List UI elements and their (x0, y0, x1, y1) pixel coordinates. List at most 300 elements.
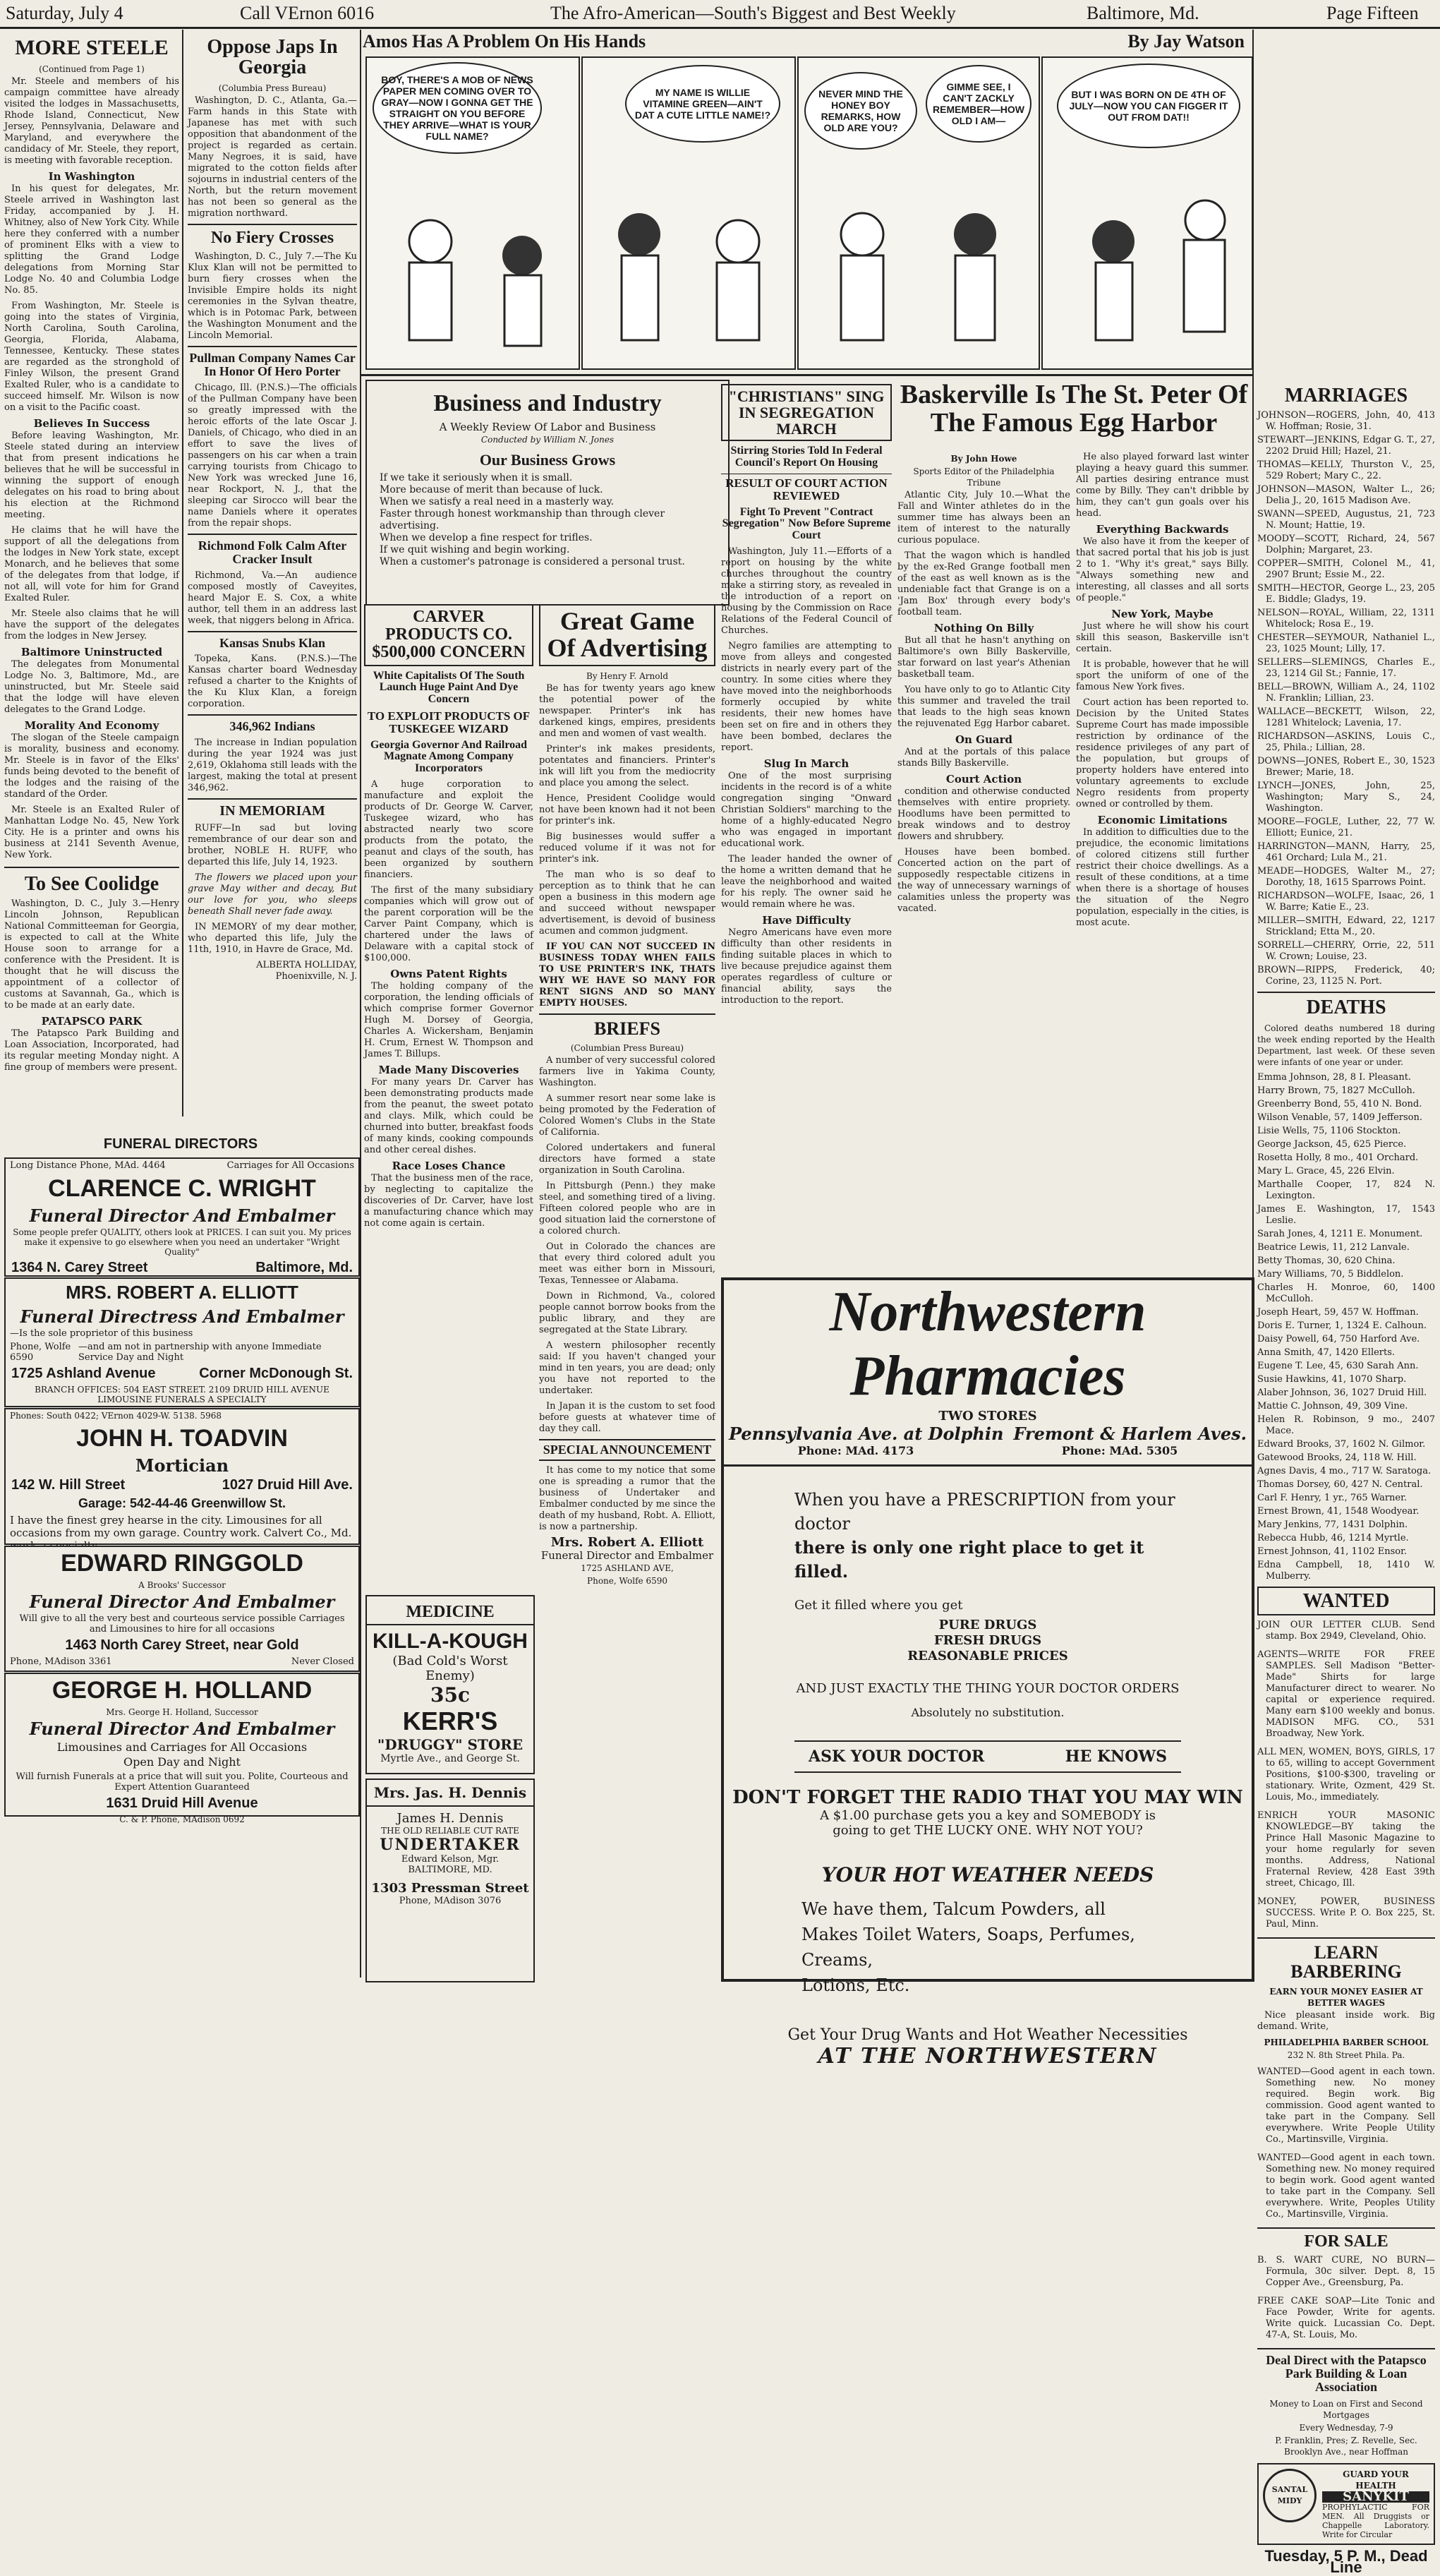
article-title: BRIEFS (539, 1013, 715, 1038)
death-entry: Charles H. Monroe, 60, 1400 McCulloh. (1257, 1282, 1435, 1304)
article-paragraph: The increase in Indian population during the year 1924 was just 2,619, Oklahoma still leads with the largest, making the total at present 346,962. (188, 738, 357, 794)
death-entry: Gatewood Brooks, 24, 118 W. Hill. (1257, 1452, 1417, 1463)
ad-phone: Phone, MAdison 3361 (10, 1656, 112, 1667)
ad-address: 1303 Pressman Street (371, 1881, 529, 1896)
death-entry: Susie Hawkins, 41, 1070 Sharp. (1257, 1373, 1407, 1385)
article-title: Oppose Japs In Georgia (207, 36, 338, 79)
for-sale-list (1257, 2255, 1435, 2341)
ad-text: Makes Toilet Waters, Soaps, Perfumes, Creams, (801, 1925, 1135, 1970)
article-paragraph: Atlantic City, July 10.—What the Fall and Winter athletes do in the summer time has always been an item of interest to the naturally curious populace. (897, 490, 1070, 546)
article-paragraph: Court action has been reported to. Decision by the United States Supreme Court has made impossible restriction by ordinance of the residence privileges of any part of the population, but groups of property holders have entered into voluntary agreements to exclude Negro residents from property owned or controlled by them. (1076, 697, 1249, 809)
business-line: When a customer's patronage is considered a personal trust. (380, 555, 685, 567)
death-entry: Daisy Powell, 64, 750 Harford Ave. (1257, 1333, 1420, 1344)
ad-text: —and am not in partnership with anyone Immediate Service Day and Night (78, 1342, 322, 1363)
dennis-undertaker-ad (365, 1778, 535, 1982)
funeral-ad-elliott (4, 1277, 360, 1407)
business-line: When we develop a fine respect for trifles. (380, 531, 593, 543)
article-paragraph: The first of the many subsidiary companies which will grow out of the parent corporation will be the Carver Paint Company, which is chartered under the laws of Delaware with a capital stock of $100,000. (364, 885, 533, 964)
business-line: When we satisfy a real need in a masterly way. (380, 495, 615, 507)
ad-footer: Get Your Drug Wants and Hot Weather Necessities (787, 2026, 1188, 2044)
ad-feature: REASONABLE PRICES (907, 1649, 1068, 1663)
ad-text: I have the finest grey hearse in the city. Limousines for all occasions from my own garage. Country work. Calvert Co., Md. (10, 1514, 352, 1539)
marriage-entry: JOHNSON—MASON, Walter L., 26; Delia J., 20, 1615 Madison Ave. (1257, 484, 1435, 507)
funeral-ad-holland (4, 1673, 360, 1824)
ad-text: Will furnish Funerals at a price that will suit you. Polite, Courteous and Expert Attention Guaranteed (16, 1771, 349, 1793)
article-paragraph: Negro Americans have even more difficulty than other residents in finding suitable places in which to live because prejudice against them operates regardless of culture or financial ability, says the introduction to the report. (721, 927, 892, 1006)
brief-item: Down in Richmond, Va., colored people cannot borrow books from the public library, and they are segregated at the State Library. (539, 1290, 715, 1335)
subhead: Economic Limitations (1097, 814, 1228, 826)
medicine-ad (365, 1595, 535, 1774)
article-paragraph: Mr. Steele also claims that he will have the support of the delegates from the lodges in New Jersey. (4, 608, 179, 642)
ad-address: Corner McDonough St. (199, 1366, 353, 1381)
header-masthead: The Afro-American—South's Biggest and Best Weekly (550, 3, 956, 23)
speech-bubble: BOY, THERE'S A MOB OF NEWS PAPER MEN COMING OVER TO GRAY—NOW I GONNA GET THE STRAIGHT ON YOU BEFORE THEY ARRIVE—WHAT IS YOUR FULL NAME? (373, 62, 542, 154)
comic-panel-2 (581, 56, 796, 370)
ad-phone: Long Distance Phone, MAd. 4464 (10, 1160, 166, 1171)
ad-title: Mrs. Jas. H. Dennis (367, 1780, 533, 1807)
business-line: Faster through honest workmanship than through clever advertising. (380, 507, 665, 531)
ad-address: Garage: 542-44-46 Greenwillow St. (78, 1496, 286, 1510)
death-entry: Sarah Jones, 4, 1211 E. Monument. (1257, 1228, 1423, 1239)
deck-line: TO EXPLOIT PRODUCTS OF TUSKEGEE WIZARD (367, 709, 531, 735)
ad-text: Absolutely no substitution. (911, 1706, 1065, 1719)
ad-text: Never Closed (291, 1656, 354, 1667)
wanted-ad: WANTED—Good agent in each town. Something new. No money required. Begin work. Big commission. Good agent wanted to take part in the Company. Sell everywhere. Write People Utility Co., Martinsville, Virginia. (1257, 2066, 1435, 2145)
memoriam-paragraph: RUFF—In sad but loving remembrance of our dear son and brother, NOBLE H. RUFF, who departed this life, July 14, 1923. (188, 823, 357, 868)
wanted-ad: WANTED—Good agent in each town. Something new. No money required to begin work. Good agent wanted to take part in the Company. Sell everywhere. Write, Peoples Utility Co., Martinsville, Virginia. (1257, 2152, 1435, 2220)
marriage-entry: SORRELL—CHERRY, Orrie, 22, 511 W. Crown; Louise, 23. (1257, 940, 1435, 963)
comic-figure (1043, 58, 1252, 368)
article-paragraph: One of the most surprising incidents in the record is of a white congregation singing "Onward Christian Soldiers" marching to the home of a highly-educated Negro who was engaged in important educational work. (721, 770, 892, 849)
section-title: FUNERAL DIRECTORS (103, 1136, 258, 1152)
ad-role: Funeral Director And Embalmer (29, 1719, 335, 1739)
marriage-entry: LYNCH—JONES, John, 25, Washington; Mary S., 24, Washington. (1257, 781, 1435, 814)
page-header (0, 0, 1440, 29)
section-title: FOR SALE (1257, 2227, 1435, 2251)
death-entry: Wilson Venable, 57, 1409 Jefferson. (1257, 1112, 1422, 1123)
ad-text: We have them, Talcum Powders, all (801, 1899, 1106, 1919)
subhead: On Guard (955, 733, 1013, 746)
ad-phone: Phone: MAd. 4173 (797, 1444, 914, 1457)
ad-headline: DON'T FORGET THE RADIO THAT YOU MAY WIN (732, 1787, 1243, 1808)
section-title: MARRIAGES (1284, 385, 1408, 407)
article-paragraph: Topeka, Kans. (P.N.S.)—The Kansas charter board Wednesday refused a charter to the Knights of the Ku Klux Klan, a foreign corporation. (188, 654, 357, 710)
memoriam-paragraph: IN MEMORY of my dear mother, who departed this life, July the 11th, 1910, in Havre de Grace, Md. (188, 922, 357, 956)
article-title: 346,962 Indians (188, 714, 357, 733)
ad-name: GEORGE H. HOLLAND (52, 1677, 313, 1704)
health-brand: SANYKIT (1322, 2491, 1429, 2503)
wanted-ad: JOIN OUR LETTER CLUB. Send stamp. Box 2949, Cleveland, Ohio. (1257, 1620, 1435, 1642)
subhead: Owns Patent Rights (390, 968, 507, 981)
article-title: Great Game Of Advertising (539, 604, 715, 666)
article-title: Kansas Snubs Klan (188, 631, 357, 650)
brief-item: A western philosopher recently said: If you haven't changed your mind in ten years, you are dead; only you have not reported to the undertaker. (539, 1340, 715, 1396)
marriage-entry: MOODY—SCOTT, Richard, 24, 567 Dolphin; Margaret, 23. (1257, 534, 1435, 556)
column-classifieds (1257, 381, 1435, 2576)
marriage-entry: DOWNS—JONES, Robert E., 30, 1523 Brewer; Marie, 18. (1257, 756, 1435, 778)
health-badge: SANTAL MIDY (1263, 2469, 1317, 2522)
article-title: Richmond Folk Calm After Cracker Insult (188, 534, 357, 566)
marriage-entry: STEWART—JENKINS, Edgar G. T., 27, 2202 Druid Hill; Hazel, 21. (1257, 435, 1435, 457)
ad-text: —Is the sole proprietor of this business (10, 1328, 193, 1339)
ad-text: Some people prefer QUALITY, others look at PRICES. I can suit you. My prices make it expensive to go elsewhere when you need an undertaker "Wright Quality" (13, 1227, 351, 1257)
ad-text: ASK YOUR DOCTOR (809, 1747, 985, 1766)
deck-line: Stirring Stories Told In Federal Council's Report On Housing (730, 445, 883, 469)
wanted-agents-list (1257, 2066, 1435, 2220)
article-paragraph: That the wagon which is handled by the ex-Red Grange football men of the east as well known as is the undeniable fact that Grange is on a 'Jam Box' through every body's football team. (897, 550, 1070, 618)
ad-title: MEDICINE (367, 1601, 533, 1625)
article-title: MORE STEELE (15, 36, 169, 59)
ad-address: 1725 Ashland Avenue (11, 1366, 156, 1381)
ad-footer: AT THE NORTHWESTERN (818, 2044, 1158, 2069)
article-paragraph: Washington, D. C., Atlanta, Ga.—Farm hands in this State with Japanese has met with such opposition that abandonment of the project is regarded as certain. Many Negroes, it is said, have migrated to the cotton fields after sojourns in industrial centers of the North, but the return movement has not been so general as the migration northward. (188, 95, 357, 219)
ad-text: A Brooks' Successor (138, 1580, 226, 1590)
article-paragraph: The man who is so deaf to perception as to think that he can open a business in this modern age and succeed without newspaper advertisement, is devoid of business acumen and common judgment. (539, 869, 715, 937)
subhead: Slug In March (763, 757, 849, 770)
speech-bubble: MY NAME IS WILLIE VITAMINE GREEN—AIN'T DAT A CUTE LITTLE NAME!? (625, 65, 780, 143)
source-line: (Columbia Press Bureau) (218, 83, 327, 93)
ad-address: 1364 N. Carey Street (11, 1260, 148, 1275)
article-paragraph: For many years Dr. Carver has been demonstrating products made from the peanut, the sweet potato and clays. Milk, which could be churned into butter, breakfast foods of many kinds, cooking compounds and other cereal dishes. (364, 1077, 533, 1156)
article-paragraph: We also have it from the keeper of that sacred portal that his job is just 2 to 1. "Why it's great," says Billy. "Always something new and interesting, all classes and all sorts of people." (1076, 536, 1249, 603)
ad-text: Mrs. George H. Holland, Successor (106, 1707, 258, 1717)
marriage-entry: MEADE—HODGES, Walter M., 27; Dorothy, 18, 1615 Sparrows Point. (1257, 866, 1435, 889)
column-advertising (539, 600, 715, 1976)
subhead: New York, Maybe (1111, 608, 1214, 620)
ad-text: Nice pleasant inside work. Big demand. Write, (1257, 2009, 1435, 2032)
ad-stores: TWO STORES (938, 1409, 1037, 1424)
article-paragraph: The slogan of the Steele campaign is morality, business and economy. Mr. Steele is in favor of the Elks' funds being devoted to the benefit of the lodges and the raising of the standard of the Order. (4, 732, 179, 800)
ad-city: BALTIMORE, MD. (408, 1865, 492, 1875)
subhead: Morality And Economy (24, 718, 159, 732)
ad-tagline: (Bad Cold's Worst Enemy) (392, 1654, 508, 1684)
ad-role: Funeral Director And Embalmer (29, 1205, 335, 1226)
ad-text: there is only one right place to get it filled. (794, 1537, 1144, 1582)
article-title: No Fiery Crosses (188, 224, 357, 247)
ad-location: Pennsylvania Ave. at Dolphin (728, 1424, 1004, 1444)
memoriam-signature: ALBERTA HOLLIDAY, Phoenixville, N. J. (256, 960, 357, 982)
column-news-briefs (188, 32, 357, 1197)
death-entry: Harry Brown, 75, 1827 McCulloh. (1257, 1085, 1415, 1096)
death-entry: Agnes Davis, 4 mo., 717 W. Saratoga. (1257, 1465, 1432, 1476)
health-ad (1257, 2463, 1435, 2545)
ad-phone: Phone: MAd. 5305 (1061, 1444, 1178, 1457)
comic-panel-3 (797, 56, 1040, 370)
ad-sub: EARN YOUR MONEY EASIER AT BETTER WAGES (1269, 1986, 1423, 2008)
death-entry: Anna Smith, 47, 1420 Ellerts. (1257, 1347, 1396, 1358)
article-title: Baskerville Is The St. Peter Of The Famous Egg Harbor (900, 380, 1248, 438)
ad-title: Northwestern Pharmacies (829, 1281, 1146, 1407)
section-title: Business and Industry (433, 390, 662, 416)
death-entry: Ernest Brown, 41, 1548 Woodyear. (1257, 1505, 1420, 1517)
article-title: Pullman Company Names Car In Honor Of Hero Porter (188, 346, 357, 378)
business-line: If we take it seriously when it is small. (380, 471, 573, 483)
for-sale-ad: B. S. WART CURE, NO BURN—Formula, 30c silver. Dept. 8, 15 Copper Ave., Greensburg, Pa. (1257, 2254, 1435, 2288)
ad-text: Lotions, Etc. (801, 1975, 910, 1995)
brief-item: A number of very successful colored farmers live in Yakima County, Washington. (539, 1054, 715, 1088)
marriage-entry: HARRINGTON—MANN, Harry, 25, 461 Orchard; Lula M., 21. (1257, 841, 1435, 864)
marriage-entry: CHESTER—SEYMOUR, Nathaniel L., 23, 1025 Mount; Lilly, 17. (1257, 632, 1435, 655)
funeral-ad-wright (4, 1157, 360, 1277)
wanted-list (1257, 1620, 1435, 1930)
subhead: Nothing On Billy (933, 622, 1034, 634)
death-entry: Eugene T. Lee, 45, 630 Sarah Ann. (1257, 1360, 1419, 1371)
ad-name: CLARENCE C. WRIGHT (48, 1175, 316, 1202)
speech-bubble: NEVER MIND THE HONEY BOY REMARKS, HOW OLD ARE YOU? (804, 72, 917, 150)
for-sale-ad: FREE CAKE SOAP—Lite Tonic and Face Powder, Write for agents. Write quick. Lucassian Co. Dept. 47-A, St. Louis, Mo. (1257, 2295, 1435, 2340)
ad-role: Mortician (135, 1455, 229, 1476)
comic-figure (799, 58, 1039, 368)
marriage-entry: RICHARDSON—ASKINS, Louis C., 25, Phila.; Lillian, 28. (1257, 731, 1435, 754)
column-rule (182, 30, 183, 1117)
article-paragraph: Mr. Steele is an Exalted Ruler of Manhattan Lodge No. 45, New York City. He is a printer and owns his business at 2141 Seventh Avenue, New York. (4, 804, 179, 860)
subhead: Race Loses Chance (392, 1160, 506, 1173)
comic-title-bar (363, 31, 1252, 55)
ad-text: BRANCH OFFICES: 504 EAST STREET. 2109 DRUID HILL AVENUE LIMOUSINE FUNERALS A SPECIALTY (35, 1385, 329, 1404)
funeral-ad-toadvin (4, 1408, 360, 1545)
source-line: (Columbian Press Bureau) (570, 1042, 684, 1053)
ad-address: Myrtle Ave., and George St. (380, 1753, 520, 1765)
signature-role: Funeral Director and Embalmer (540, 1548, 714, 1562)
ad-title: LEARN BARBERING (1257, 1937, 1435, 1982)
article-paragraph: condition and otherwise conducted themselves with entire propriety. Hoodlums have been permitted to break windows and to destroy flowers and shrubbery. (897, 786, 1070, 842)
health-headline: GUARD YOUR HEALTH (1343, 2469, 1409, 2491)
announcement-text: It has come to my notice that some one is spreading a rumor that the business of Undertaker and Embalmer conducted by me since the death of my husband, Robt. A. Elliott, is now a partnership. (539, 1464, 715, 1532)
column-rule (360, 30, 361, 1978)
ad-role: Funeral Directress And Embalmer (20, 1306, 344, 1327)
marriage-entry: SWANN—SPEED, Augustus, 21, 723 N. Mount; Hattie, 19. (1257, 509, 1435, 531)
article-paragraph: Big businesses would suffer a reduced volume if it was not for printer's ink. (539, 831, 715, 865)
article-paragraph: IF YOU CAN NOT SUCCEED IN BUSINESS TODAY WHEN FAILS TO USE PRINTER'S INK, THATS WHY WE HAVE SO MANY FOR RENT SIGNS AND SO MANY EMPTY HOUSES. (539, 941, 715, 1009)
deck-line: White Capitalists Of The South Launch Huge Paint And Dye Concern (373, 669, 525, 706)
marriage-entry: SMITH—HECTOR, George L., 23, 205 E. Biddle; Gladys, 19. (1257, 583, 1435, 606)
ad-name: JOHN H. TOADVIN (76, 1425, 288, 1452)
marriage-entry: WALLACE—BECKETT, Wilson, 22, 1281 Whitelock; Lavenia, 17. (1257, 706, 1435, 729)
byline: By John Howe (950, 454, 1017, 464)
wanted-ad: ALL MEN, WOMEN, BOYS, GIRLS, 17 to 65, willing to accept Government Positions, $100-$300, traveling or stationary. Write, Ozment, 429 St. Louis, Mo., immediately. (1257, 1747, 1435, 1803)
wanted-ad: AGENTS—WRITE FOR FREE SAMPLES. Sell Madison "Better-Made" Shirts for large Manufacturer direct to wearer. No capital or experience required. Many earn $100 weekly and bonus. MADISON MFG. CO., 531 Broadway, New York. (1257, 1649, 1435, 1740)
column-more-steele (4, 32, 179, 1109)
brief-item: Out in Colorado the chances are that every third colored adult you meet was either born in Missouri, Texas, Tennessee or Alabama. (539, 1241, 715, 1286)
death-entry: Beatrice Lewis, 11, 212 Lanvale. (1257, 1241, 1410, 1253)
death-entry: Betty Thomas, 30, 620 China. (1257, 1255, 1396, 1266)
subhead: Made Many Discoveries (378, 1064, 519, 1077)
death-entry: Thomas Dorsey, 60, 427 N. Central. (1257, 1479, 1423, 1490)
ad-name: EDWARD RINGGOLD (61, 1550, 303, 1577)
article-paragraph: Houses have been bombed. Concerted action on the part of supposedly respectable citizens in the way of unnecessary warnings of calamities unless the property was vacated. (897, 847, 1070, 914)
section-rule (361, 374, 1252, 376)
section-title: DEATHS (1257, 992, 1435, 1018)
ad-store: KERR'S (402, 1707, 498, 1736)
deck-line: Georgia Governor And Railroad Magnate Among Company Incorporators (370, 738, 528, 775)
death-entry: Mattie C. Johnson, 49, 309 Vine. (1257, 1400, 1408, 1412)
death-entry: George Jackson, 45, 625 Pierce. (1257, 1138, 1407, 1150)
article-paragraph: Chicago, Ill. (P.N.S.)—The officials of the Pullman Company have been so greatly impressed with the heroic efforts of the late Oscar J. Daniels, of Chicago, who died in an effort to save the lives of passengers on his car when a train carrying tourists from Chicago to New York was wrecked June 16, near Rockport, N. J., that the sleeping car Sirocco will bear the name Daniels where it operates from the repair shops. (188, 382, 357, 529)
ad-phone: C. & P. Phone, MAdison 0692 (119, 1814, 245, 1824)
ad-store-sub: "DRUGGY" STORE (377, 1736, 524, 1754)
brief-item: A summer resort near some lake is being promoted by the Federation of Colored Women's Clubs in the State of California. (539, 1093, 715, 1138)
marriages-list (1257, 410, 1435, 987)
ad-product: KILL-A-KOUGH (373, 1630, 528, 1654)
death-entry: Marthalle Cooper, 17, 824 N. Lexington. (1257, 1179, 1435, 1201)
death-entry: Joseph Heart, 59, 457 W. Hoffman. (1257, 1306, 1419, 1318)
ad-location: Fremont & Harlem Aves. (1013, 1424, 1247, 1444)
article-paragraph: Washington, D. C., July 3.—Henry Lincoln Johnson, Republican National Committeeman for Georgia, is expected to call at the White House soon to arrange for a conference with the President. It is thought that he will discuss the appointment of a collector of customs at Savannah, Ga., which is to be made at an early date. (4, 898, 179, 1011)
article-title: CARVER PRODUCTS CO. $500,000 CONCERN (364, 604, 533, 666)
section-subtitle: A Weekly Review Of Labor and Business (439, 420, 656, 433)
subhead: Baltimore Uninstructed (20, 645, 163, 658)
comic-title: Amos Has A Problem On His Hands (363, 31, 646, 52)
ad-address: 142 W. Hill Street (11, 1477, 126, 1493)
column-christians-march (721, 380, 892, 1403)
marriage-entry: COPPER—SMITH, Colonel M., 41, 2907 Brunt; Essie M., 22. (1257, 558, 1435, 581)
death-entry: Edward Brooks, 37, 1602 N. Gilmor. (1257, 1438, 1426, 1450)
header-phone: Call VErnon 6016 (240, 3, 375, 23)
deck-line: Fight To Prevent "Contract Segregation" Now Before Supreme Court (722, 505, 891, 542)
marriage-entry: MOORE—FOGLE, Luther, 22, 77 W. Elliott; Eunice, 21. (1257, 817, 1435, 839)
article-paragraph: Before leaving Washington, Mr. Steele stated during an interview that from present indications he believes that he will be successful in winning the support of enough delegates on his road to bring about his election at the Richmond meeting. (4, 430, 179, 520)
death-entry: Doris E. Turner, 1, 1324 E. Calhoun. (1257, 1320, 1427, 1331)
article-paragraph: The holding company of the corporation, the lending officials of which comprise former Governor Hugh M. Dorsey of Georgia, Charles A. Wickersham, Benjamin H. Crum, Ernest W. Thompson and James T. Billups. (364, 981, 533, 1060)
article-paragraph: The leader handed the owner of the home a written demand that he leave the neighborhood and waited for his reply. The owner said he would remain where he was. (721, 853, 892, 910)
marriage-entry: SELLERS—SLEMINGS, Charles E., 23, 1214 Gil St.; Fannie, 17. (1257, 657, 1435, 680)
section-title: WANTED (1257, 1587, 1435, 1615)
comic-figure (583, 58, 794, 368)
death-entry: Lisie Wells, 75, 1106 Stockton. (1257, 1125, 1401, 1136)
signature-address: 1725 ASHLAND AVE, (581, 1563, 674, 1573)
article-paragraph: You have only to go to Atlantic City this summer and traveled the trail that leads to the high seas known the rejuvenated Egg Harbor cabaret. (897, 685, 1070, 729)
ad-text: HE KNOWS (1065, 1747, 1167, 1766)
death-entry: Edna Campbell, 18, 1410 W. Mulberry. (1257, 1559, 1435, 1582)
ad-role: Funeral Director And Embalmer (29, 1591, 335, 1612)
death-entry: Mary Williams, 70, 5 Biddlelon. (1257, 1268, 1404, 1280)
ad-phone: Phones: South 0422; VErnon 4029-W. 5138. 5968 (10, 1411, 222, 1421)
ad-tagline: Carriages for All Occasions (226, 1160, 354, 1171)
death-entry: James E. Washington, 17, 1543 Leslie. (1257, 1203, 1435, 1226)
byline: By Henry F. Arnold (586, 670, 668, 681)
article-paragraph: In his quest for delegates, Mr. Steele arrived in Washington last Friday, accompanied by J. H. Whitney, also of New York City. While here they conferred with a number of prominent Elks with a view to splitting the Grand Lodge delegations from Morning Star Lodge No. 40 and Columbia Lodge No. 85. (4, 183, 179, 296)
speech-bubble: BUT I WAS BORN ON DE 4TH OF JULY—NOW YOU CAN FIGGER IT OUT FROM DAT!! (1057, 64, 1240, 148)
death-entry: Emma Johnson, 28, 8 I. Pleasant. (1257, 1071, 1412, 1083)
article-paragraph: He also played forward last winter playing a heavy guard this summer. All parties desiring entrance must come by Billy. They can't dribble by him, they can't gun goals over his head. (1076, 452, 1249, 519)
ad-address: 1463 North Carey Street, near Gold (65, 1637, 299, 1653)
article-paragraph: But all that he hasn't anything on Baltimore's own Billy Baskerville, star forward on last year's Athenian basketball team. (897, 635, 1070, 680)
ad-city: Baltimore, Md. (255, 1260, 353, 1275)
ad-text: AND JUST EXACTLY THE THING YOUR DOCTOR ORDERS (796, 1681, 1180, 1696)
ad-manager: Edward Kelson, Mgr. (401, 1854, 500, 1865)
marriage-entry: MILLER—SMITH, Edward, 22, 1217 Strickland; Etta M., 20. (1257, 915, 1435, 938)
article-paragraph: From Washington, Mr. Steele is going into the states of Virginia, North Carolina, South Carolina, Georgia, Florida, Alabama, Tennessee, Kentucky. These states are regarded as the stronghold of Finley Wilson, the present Grand Exalted Ruler, who is a candidate to succeed himself. Mr. Wilson is now on a visit to the Pacific coast. (4, 300, 179, 413)
article-paragraph: It is probable, however that he will sport the uniform of one of the famous New York fives. (1076, 659, 1249, 692)
article-paragraph: The Patapsco Park Building and Loan Association, Incorporated, had its regular meeting Monday night. A fine group of members were present. (4, 1028, 179, 1073)
subhead: In Washington (48, 169, 135, 183)
death-entry: Mary Jenkins, 77, 1431 Dolphin. (1257, 1519, 1408, 1530)
ad-text: Money to Loan on First and Second Mortgages (1269, 2398, 1423, 2420)
header-date: Saturday, July 4 (6, 3, 123, 23)
article-paragraph: The delegates from Monumental Lodge No. 3, Baltimore, Md., are uninstructed, but Mr. Steele said that the lodge will have eleven delegates to the Grand Lodge. (4, 658, 179, 715)
funeral-ad-ringgold (4, 1546, 360, 1672)
signature-phone: Phone, Wolfe 6590 (587, 1575, 667, 1586)
ad-tagline: THE OLD RELIABLE CUT RATE (381, 1826, 519, 1836)
article-paragraph: Mr. Steele and members of his campaign committee have already visited the lodges in Massachusetts, Rhode Island, Connecticut, New Jersey, Pennsylvania, Delaware and Maryland, and everywhere the candidacy of Mr. Steele, they report, is meeting with favorable reception. (4, 76, 179, 166)
northwestern-pharmacies-ad (721, 1277, 1254, 2069)
signature-name: Mrs. Robert A. Elliott (550, 1534, 704, 1550)
marriage-entry: JOHNSON—ROGERS, John, 40, 413 W. Hoffman; Rosie, 31. (1257, 410, 1435, 433)
ad-address: 232 N. 8th Street Phila. Pa. (1287, 2050, 1405, 2060)
subhead: Everything Backwards (1096, 523, 1229, 536)
brief-item: In Pittsburgh (Penn.) they make steel, and something tired of a living. Fifteen colored people who are in good situation laid the cornerstone of a colored church. (539, 1180, 715, 1236)
article-title: Our Business Grows (479, 450, 616, 469)
deadline-notice: Tuesday, 5 P. M., Dead Line (1264, 2546, 1428, 2576)
ad-text: Get it filled where you get (794, 1598, 963, 1613)
comic-figure (367, 58, 579, 368)
ad-text: Open Day and Night (123, 1755, 241, 1769)
ad-address: 1631 Druid Hill Avenue (106, 1795, 258, 1811)
death-entry: Rosetta Holly, 8 mo., 401 Orchard. (1257, 1152, 1419, 1163)
article-paragraph: Be has for twenty years ago knew the potential power of the newspaper. Printer's ink has darkened kings, empires, presidents and men and women of vast wealth. (539, 682, 715, 739)
ad-text: Limousines and Carriages for All Occasions (56, 1740, 308, 1754)
header-page-number: Page Fifteen (1326, 3, 1419, 23)
byline-role: Sports Editor of the Philadelphia Tribune (913, 467, 1055, 488)
subhead: PATAPSCO PARK (41, 1014, 143, 1028)
ad-text: P. Franklin, Pres; Z. Revelle, Sec. Brooklyn Ave., near Hoffman (1275, 2435, 1417, 2457)
ad-text: A $1.00 purchase gets you a key and SOMEBODY is going to get THE LUCKY ONE. WHY NOT YOU? (820, 1808, 1156, 1838)
comic-panel-1 (365, 56, 580, 370)
ad-name: James H. Dennis (397, 1811, 504, 1826)
article-paragraph: Richmond, Va.—An audience composed mostly of Caveyites, heard Major E. S. Cox, a white author, tell them in an address last week, that niggers belong in Africa. (188, 570, 357, 626)
death-entry: Greenberry Bond, 55, 410 N. Bond. (1257, 1098, 1422, 1109)
marriage-entry: RICHARDSON—WOLFE, Isaac, 26, 1 W. Barre; Katie E., 23. (1257, 891, 1435, 913)
deck-line: RESULT OF COURT ACTION REVIEWED (721, 474, 892, 502)
article-paragraph: That the business men of the race, by neglecting to capitalize the discoveries of Dr. Carver, have lost a manufacturing chance which may not come again is certain. (364, 1173, 533, 1229)
ad-phone: Phone, Wolfe 6590 (10, 1342, 71, 1363)
continued-note: (Continued from Page 1) (39, 64, 145, 74)
ad-feature: PURE DRUGS (938, 1618, 1037, 1632)
article-title: SPECIAL ANNOUNCEMENT (539, 1439, 715, 1461)
ad-name: MRS. ROBERT A. ELLIOTT (66, 1282, 298, 1303)
article-paragraph: Just where he will show his court skill this season, Baskerville isn't certain. (1076, 621, 1249, 654)
marriage-entry: BROWN—RIPPS, Frederick, 40; Corine, 23, 1125 N. Port. (1257, 965, 1435, 987)
ad-phone: Phone, MAdison 3076 (399, 1896, 502, 1906)
ad-text: When you have a PRESCRIPTION from your doctor (794, 1490, 1175, 1534)
header-city: Baltimore, Md. (1087, 3, 1199, 23)
business-industry-box (365, 380, 730, 606)
article-title: "CHRISTIANS" SING IN SEGREGATION MARCH (721, 384, 892, 441)
section-byline: Conducted by William N. Jones (480, 434, 615, 445)
subhead: Believes In Success (33, 416, 150, 430)
column-baskerville-2 (1076, 452, 1249, 1143)
marriage-entry: NELSON—ROYAL, William, 22, 1311 Whitelock; Rosa E., 19. (1257, 608, 1435, 630)
marriage-entry: THOMAS—KELLY, Thurston V., 25, 529 Robert; Mary C., 22. (1257, 459, 1435, 482)
article-paragraph: Hence, President Coolidge would not have been known had it not been for printer's ink. (539, 793, 715, 826)
article-paragraph: Washington, D. C., July 7.—The Ku Klux Klan will not be permitted to burn fiery crosses when the Invisible Empire holds its night ceremonies in the Sylvan theatre, which is in Potomac Park, between the Washington Monument and the Lincoln Memorial. (188, 251, 357, 341)
death-entry: Rebecca Hubb, 46, 1214 Myrtle. (1257, 1532, 1409, 1543)
column-baskerville-1 (897, 452, 1070, 1143)
marriage-entry: BELL—BROWN, William A., 24, 1102 N. Franklin; Lillian, 23. (1257, 682, 1435, 704)
deaths-intro: Colored deaths numbered 18 during the week ending reported by the Health Department, last week. Of these seven were infants of one year or under. (1257, 1023, 1435, 1067)
death-entry: Alaber Johnson, 36, 1027 Druid Hill. (1257, 1387, 1427, 1398)
column-carver-products (364, 600, 533, 1588)
deaths-list (1257, 1072, 1435, 1582)
ad-title: Deal Direct with the Patapsco Park Building & Loan Association (1257, 2348, 1435, 2394)
brief-item: In Japan it is the custom to set food before guests at whatever time of day they call. (539, 1400, 715, 1434)
brief-item: Colored undertakers and funeral directors have formed a state organization in South Carolina. (539, 1142, 715, 1176)
death-entry: Ernest Johnson, 41, 1102 Ensor. (1257, 1546, 1408, 1557)
ad-text: Every Wednesday, 7-9 (1299, 2422, 1393, 2433)
memoriam-poem: The flowers we placed upon your grave May wither and decay, But our love for you, who sleeps beneath Shall never fade away. (188, 872, 357, 917)
speech-bubble: GIMME SEE, I CAN'T ZACKLY REMEMBER—HOW OLD I AM— (926, 65, 1031, 143)
ad-headline: YOUR HOT WEATHER NEEDS (821, 1863, 1154, 1886)
